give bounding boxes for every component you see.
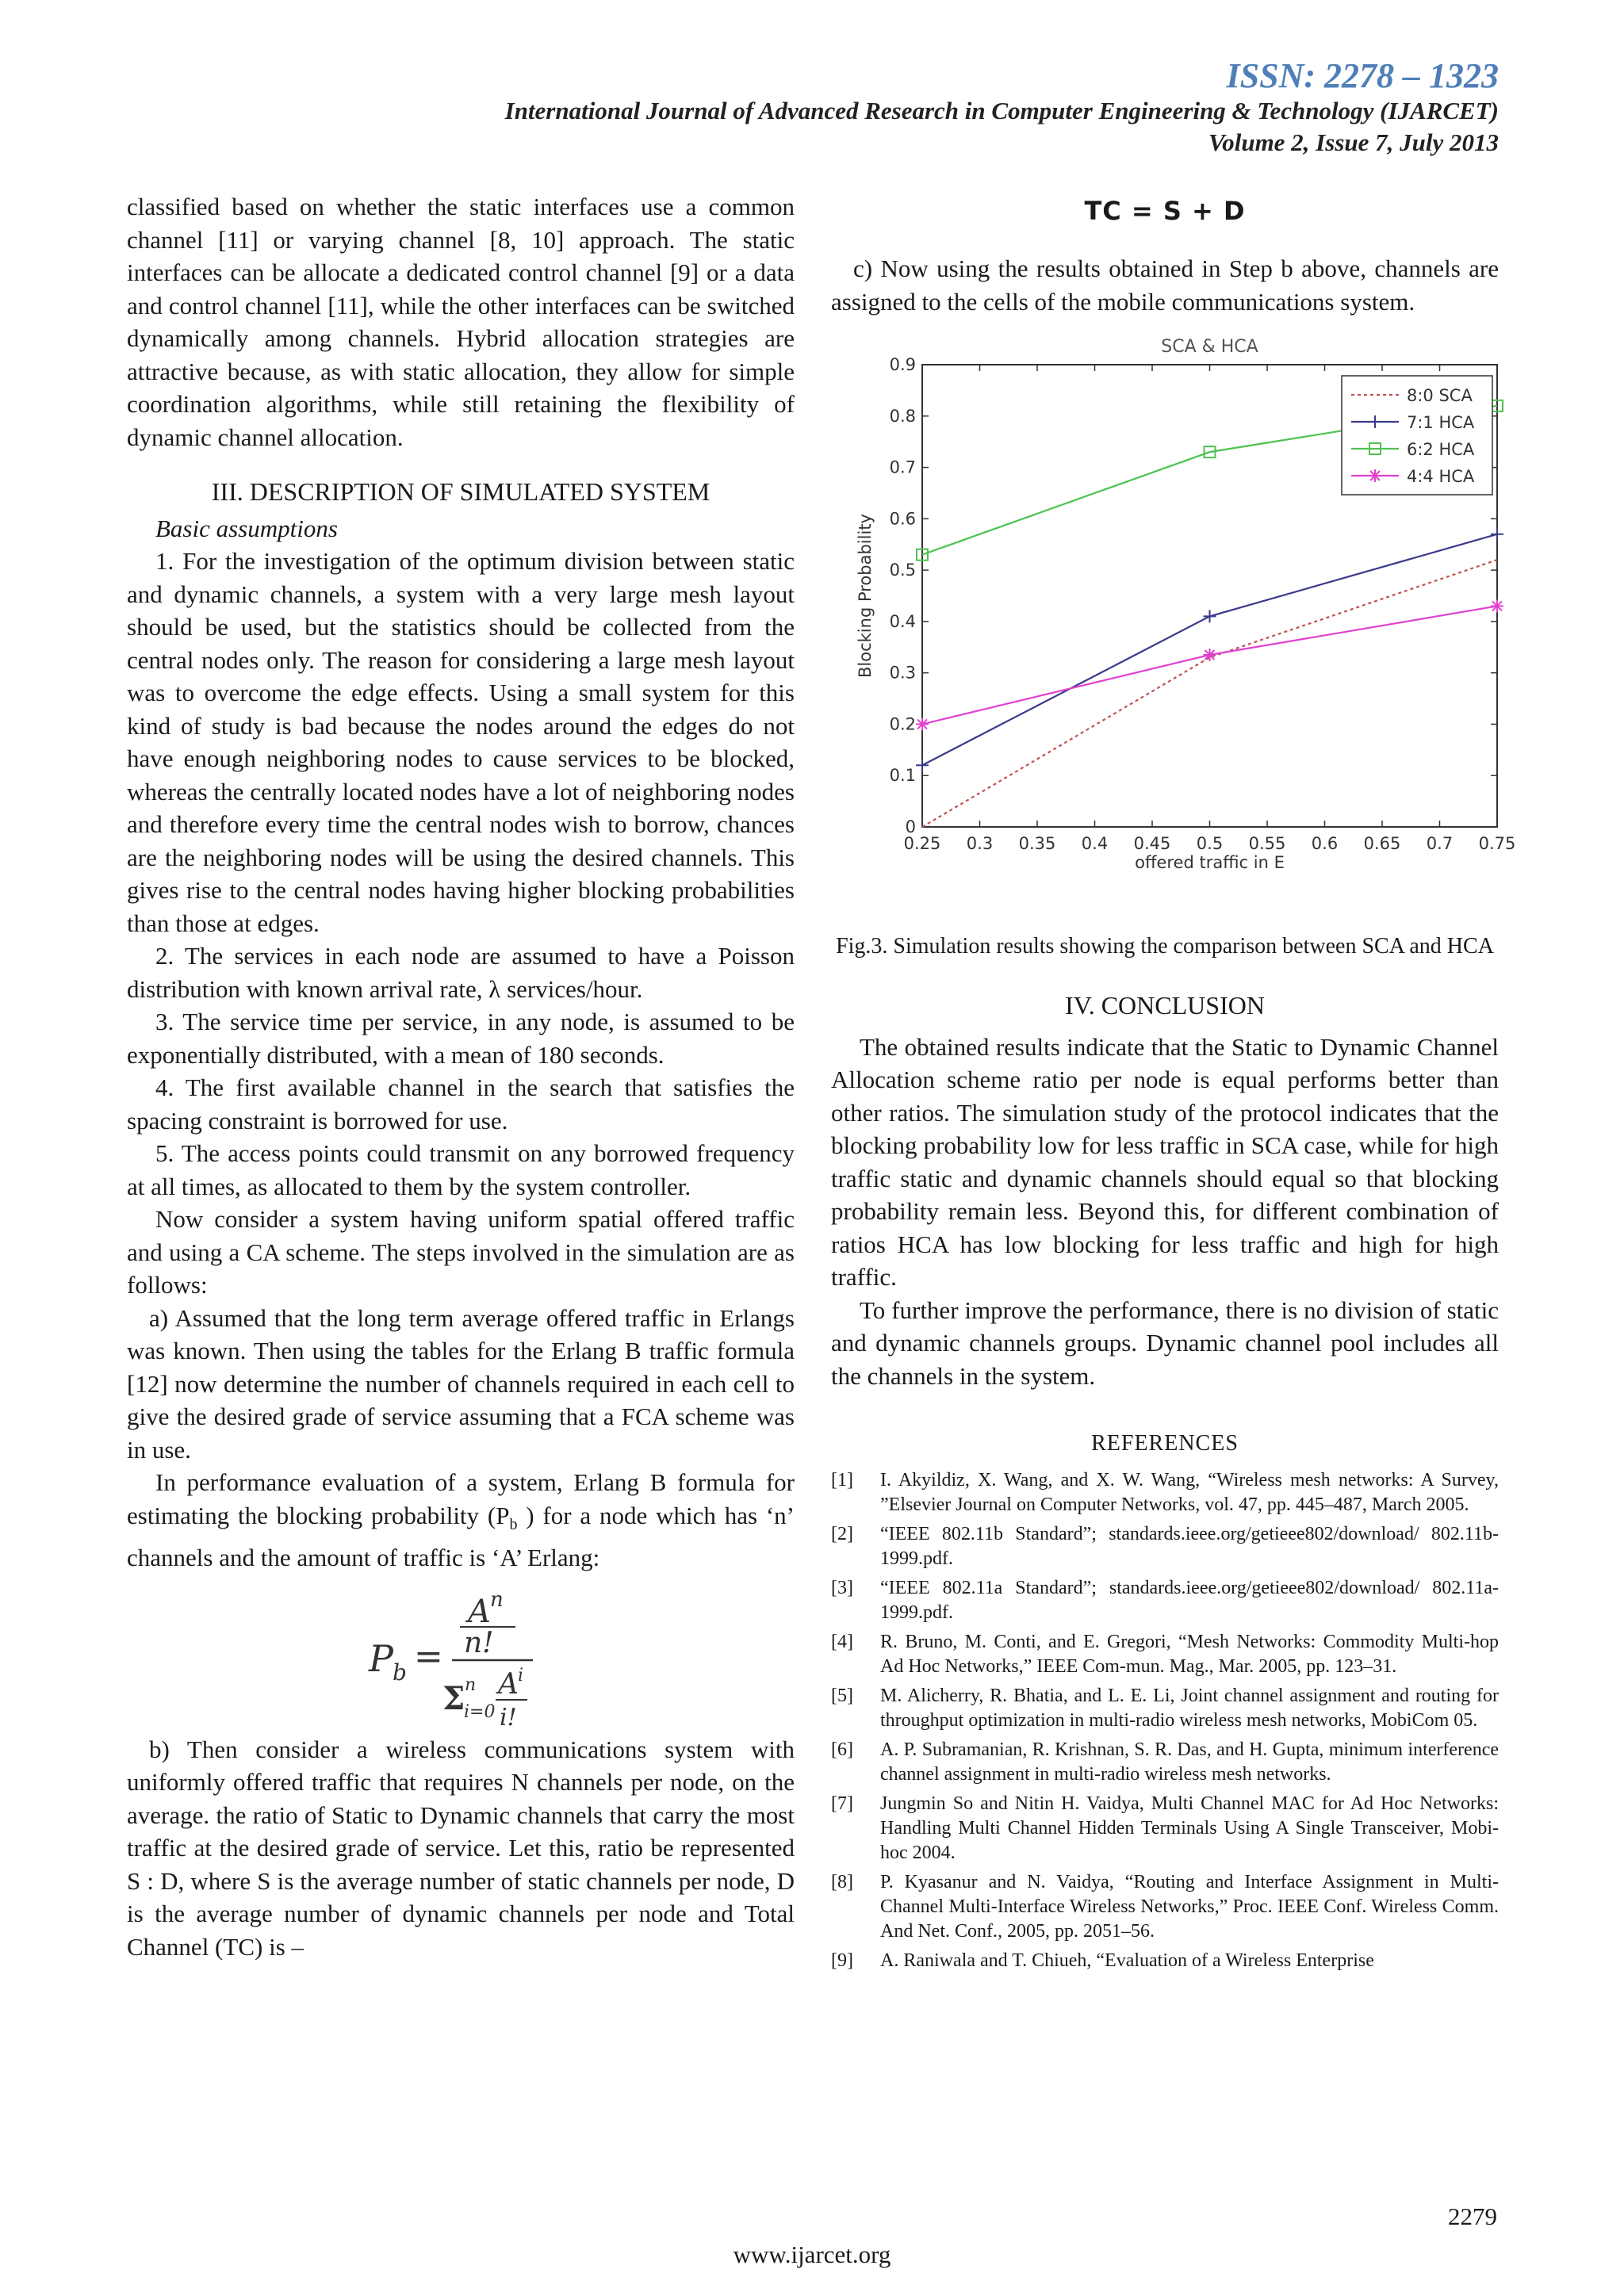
y-tick-label: 0.9 <box>889 355 916 374</box>
reference-text: Jungmin So and Nitin H. Vaidya, Multi Channel MAC for Ad Hoc Networks: Handling Multi Channel Hidden Terminals Using A Single Transceiver, Mobi-hoc 2004. <box>880 1793 1499 1863</box>
series-marker <box>1369 469 1381 482</box>
reference-list <box>831 1468 1499 1973</box>
conclusion-paragraph-1: The obtained results indicate that the Static to Dynamic Channel Allocation scheme ratio per node is equal performs better than other ratios. The simulation study of the protocol indicates that the blocking probability low for less traffic in SCA case, while for high traffic static and dynamic channels should equal so that blocking probability remain less. Beyond this, for different combination of ratios HCA has low blocking for less traffic and high for high traffic. <box>831 1032 1499 1291</box>
reference-number: [5] <box>831 1685 853 1706</box>
erlang-sub: b <box>509 1515 518 1533</box>
reference-text: A. P. Subramanian, R. Krishnan, S. R. Das, and H. Gupta, minimum interference channel assignment in multi-radio wireless mesh networks. <box>880 1739 1499 1785</box>
y-tick-label: 0.1 <box>889 766 916 786</box>
x-tick-label: 0.25 <box>903 834 941 853</box>
formula-frac2-den: i! <box>500 1703 517 1732</box>
legend-label: 6:2 HCA <box>1407 440 1475 459</box>
section-4-heading: IV. CONCLUSION <box>1065 991 1265 1020</box>
reference-item <box>831 1870 1499 1944</box>
reference-number: [1] <box>831 1469 853 1490</box>
reference-number: [6] <box>831 1739 853 1760</box>
formula-sum: Σ <box>442 1679 465 1717</box>
blocking-probability-chart <box>831 329 1516 900</box>
y-tick-label: 0.2 <box>889 714 916 734</box>
x-tick-label: 0.7 <box>1426 834 1454 853</box>
formula-lhs: P <box>369 1636 393 1680</box>
reference-number: [9] <box>831 1950 853 1971</box>
reference-number: [3] <box>831 1577 853 1598</box>
tc-formula: TC = S + D <box>1084 196 1246 226</box>
x-axis-label: offered traffic in E <box>1135 853 1285 872</box>
x-tick-label: 0.45 <box>1133 834 1171 853</box>
series-marker <box>1204 649 1216 661</box>
x-tick-label: 0.6 <box>1311 834 1339 853</box>
formula-eq: = <box>414 1636 443 1677</box>
chart-title: SCA & HCA <box>1161 337 1258 357</box>
y-tick-label: 0.7 <box>889 457 916 477</box>
x-tick-label: 0.3 <box>966 834 994 853</box>
reference-text: M. Alicherry, R. Bhatia, and L. E. Li, Joint channel assignment and routing for throughput optimization in multi-radio wireless mesh networks, MobiCom 05. <box>880 1685 1499 1731</box>
y-axis-label: Blocking Probability <box>856 514 875 678</box>
figure-3 <box>831 329 1516 932</box>
assumption-3: 3. The service time per service, in any node, is assumed to be exponentially distributed, with a mean of 180 seconds. <box>127 1008 795 1069</box>
series-marker <box>916 718 929 730</box>
reference-text: P. Kyasanur and N. Vaidya, “Routing and Interface Assignment in Multi-Channel Multi-Interface Wireless Networks,” Proc. IEEE Conf. Wireless Comm. And Net. Conf., 2005, pp. 2051–56. <box>880 1871 1499 1942</box>
y-tick-label: 0 <box>905 817 916 836</box>
reference-item <box>831 1684 1499 1733</box>
x-tick-label: 0.5 <box>1196 834 1224 853</box>
legend-label: 4:4 HCA <box>1407 467 1475 486</box>
x-tick-label: 0.55 <box>1248 834 1286 853</box>
page-number: 2279 <box>1448 2202 1497 2230</box>
left-column <box>127 190 795 1963</box>
assumption-2: 2. The services in each node are assumed to have a Poisson distribution with known arrival rate, λ services/hour. <box>127 942 795 1003</box>
reference-number: [2] <box>831 1523 853 1544</box>
reference-item <box>831 1792 1499 1866</box>
step-c: c) Now using the results obtained in Step b above, channels are assigned to the cells of the mobile communications system. <box>831 254 1499 316</box>
step-a: a) Assumed that the long term average offered traffic in Erlangs was known. Then using the tables for the Erlang B traffic formula [12] now determine the number of channels required in each cell to give the desired grade of service assuming that a FCA scheme was in use. <box>127 1303 795 1464</box>
reference-item <box>831 1576 1499 1625</box>
assumption-1: 1. For the investigation of the optimum division between static and dynamic channels, a system with a very large mesh layout should be used, but the statistics should be collected from the central nodes only. The reason for considering a large mesh layout was to overcome the edge effects. Using a small system for this kind of study is bad because the nodes around the edges do not have enough neighboring nodes to cause services to be blocked, whereas the centrally located nodes have a lot of neighboring nodes and therefore every time the central nodes wish to borrow, chances are the neighboring nodes will be using the desired channels. This gives rise to the central nodes having higher blocking probabilities than those at edges. <box>127 547 795 937</box>
x-tick-label: 0.4 <box>1081 834 1109 853</box>
formula-sum-sup: n <box>465 1674 477 1695</box>
reference-number: [7] <box>831 1793 853 1814</box>
intro-paragraph: classified based on whether the static interfaces use a common channel [11] or varying channel [8, 10] approach. The static interfaces can be allocate a dedicated control channel [9] or a data and control channel [11], while the other interfaces can be switched dynamically among channels. Hybrid allocation strategies are attractive because, as with static allocation, they allow for simple coordination algorithms, while still retaining the flexibility of dynamic channel allocation. <box>127 193 795 451</box>
formula-frac2-num: A <box>498 1667 519 1701</box>
erlang-b-formula <box>127 1575 795 1733</box>
reference-text: I. Akyildiz, X. Wang, and X. W. Wang, “Wireless mesh networks: A Survey, ”Elsevier Journal on Computer Networks, vol. 47, pp. 445–487, March 2005. <box>880 1469 1499 1515</box>
formula-num-base: A <box>468 1593 491 1630</box>
erlang-text-pre: In performance evaluation of a system, Erlang B formula for estimating the blocking probability (P <box>127 1468 795 1529</box>
erlang-text-post: ) for a node which has ‘n’ channels and the amount of traffic is ‘A’ Erlang: <box>127 1501 795 1572</box>
reference-number: [8] <box>831 1871 853 1892</box>
reference-number: [4] <box>831 1631 853 1652</box>
right-column <box>831 190 1516 1978</box>
y-tick-label: 0.6 <box>889 509 916 529</box>
y-tick-label: 0.8 <box>889 406 916 426</box>
section-3-heading: III. DESCRIPTION OF SIMULATED SYSTEM <box>211 477 710 506</box>
x-tick-label: 0.65 <box>1363 834 1401 853</box>
reference-text: “IEEE 802.11a Standard”; standards.ieee.org/getieee802/download/ 802.11a-1999.pdf. <box>880 1577 1499 1623</box>
formula-sum-sub: i=0 <box>464 1701 496 1722</box>
references-heading: REFERENCES <box>1091 1431 1239 1456</box>
formula-num-den: n! <box>464 1626 494 1659</box>
footer-url: www.ijarcet.org <box>733 2241 891 2268</box>
basic-assumptions-heading: Basic assumptions <box>155 514 338 542</box>
reference-text: R. Bruno, M. Conti, and E. Gregori, “Mesh Networks: Commodity Multi-hop Ad Hoc Networks,” IEEE Com-mun. Mag., Mar. 2005, pp. 123–31. <box>880 1631 1499 1677</box>
erlang-paragraph <box>127 1466 795 1575</box>
journal-volume: Volume 2, Issue 7, July 2013 <box>1208 128 1499 156</box>
y-tick-label: 0.5 <box>889 561 916 580</box>
formula-lhs-sub: b <box>393 1659 407 1686</box>
journal-issn: ISSN: 2278 – 1323 <box>1226 56 1499 95</box>
reference-text: “IEEE 802.11b Standard”; standards.ieee.org/getieee802/download/ 802.11b-1999.pdf. <box>880 1523 1499 1569</box>
series-marker <box>1491 599 1503 612</box>
reference-item <box>831 1468 1499 1517</box>
y-tick-label: 0.3 <box>889 663 916 683</box>
journal-title: International Journal of Advanced Research in Computer Engineering & Technology (IJARCET) <box>504 97 1499 124</box>
conclusion-paragraph-2: To further improve the performance, there is no division of static and dynamic channels groups. Dynamic channel pool includes all the channels in the system. <box>831 1295 1499 1390</box>
reference-item <box>831 1738 1499 1787</box>
legend-label: 7:1 HCA <box>1407 413 1475 432</box>
legend-label: 8:0 SCA <box>1407 386 1473 405</box>
simulation-intro: Now consider a system having uniform spatial offered traffic and using a CA scheme. The steps involved in the simulation are as follows: <box>127 1205 795 1299</box>
reference-item <box>831 1630 1499 1679</box>
assumption-4: 4. The first available channel in the search that satisfies the spacing constraint is borrowed for use. <box>127 1073 795 1135</box>
y-tick-label: 0.4 <box>889 611 916 631</box>
formula-num-sup: n <box>490 1587 504 1612</box>
figure-caption: Fig.3. Simulation results showing the comparison between SCA and HCA <box>836 934 1494 959</box>
reference-text: A. Raniwala and T. Chiueh, “Evaluation of a Wireless Enterprise <box>880 1950 1374 1971</box>
x-tick-label: 0.35 <box>1018 834 1056 853</box>
step-b: b) Then consider a wireless communications system with uniformly offered traffic that requires N channels per node, on the average. the ratio of Static to Dynamic channels that carry the most traffic at the desired grade of service. Let this, ratio be represented S : D, where S is the average number of static channels per node, D is the average number of dynamic channels per node and Total Channel (TC) is – <box>127 1735 795 1961</box>
reference-item <box>831 1949 1499 1973</box>
reference-item <box>831 1522 1499 1571</box>
assumption-5: 5. The access points could transmit on any borrowed frequency at all times, as allocated to them by the system controller. <box>127 1139 795 1200</box>
formula-frac2-sup: i <box>518 1665 524 1686</box>
x-tick-label: 0.75 <box>1478 834 1516 853</box>
